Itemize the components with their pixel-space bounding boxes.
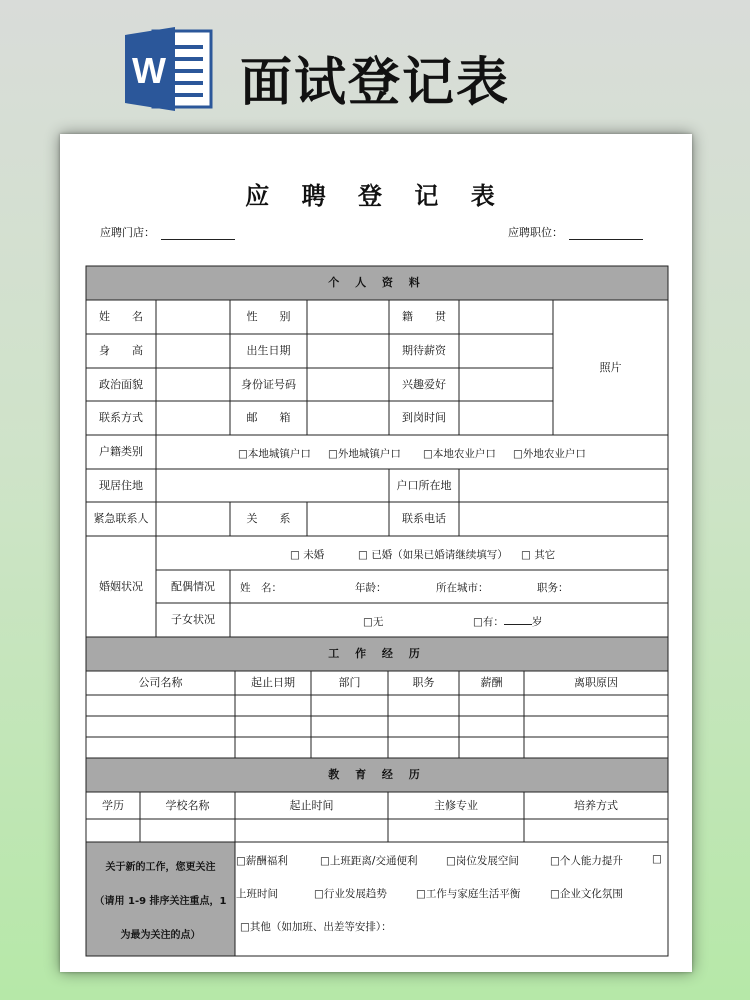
concern-option-industry[interactable]: □行业发展趋势 <box>314 888 387 900</box>
banner-title: 面试登记表 <box>240 53 511 113</box>
position-label: 应聘职位： <box>508 226 563 239</box>
id-input[interactable] <box>307 368 389 401</box>
spouse-name-field[interactable]: 姓 名： <box>240 582 282 594</box>
work-row[interactable] <box>86 716 668 737</box>
concern-option-other[interactable]: □其他（如加班、出差等安排）： <box>240 921 392 933</box>
hukou-place-label: 户口所在地 <box>396 478 452 492</box>
children-age-blank[interactable] <box>504 615 532 625</box>
work-col-dept: 部门 <box>338 676 361 690</box>
postal-label: 邮 箱 <box>246 411 291 425</box>
native-label: 籍 贯 <box>402 310 446 324</box>
children-option-none[interactable]: □无 <box>363 616 384 628</box>
postal-input[interactable] <box>307 401 389 435</box>
hukou-place-input[interactable] <box>459 469 668 502</box>
edu-col-degree: 学历 <box>102 798 124 812</box>
concern-option-growth[interactable]: □岗位发展空间 <box>446 855 519 867</box>
edu-row[interactable] <box>86 819 668 842</box>
work-col-pay: 薪酬 <box>480 676 503 690</box>
hobby-label: 兴趣爱好 <box>402 377 446 391</box>
native-input[interactable] <box>459 300 553 334</box>
work-header: 工 作 经 历 <box>86 637 668 671</box>
edu-col-major: 主修专业 <box>434 798 478 812</box>
spouse-label: 配偶情况 <box>171 579 215 593</box>
work-row[interactable] <box>86 737 668 758</box>
education-header: 教 育 经 历 <box>86 758 668 792</box>
gender-label: 性 别 <box>246 310 291 324</box>
contact-label: 联系方式 <box>99 411 143 425</box>
work-col-company: 公司名称 <box>138 676 183 690</box>
arrival-label: 到岗时间 <box>402 411 446 425</box>
emergency-input[interactable] <box>156 502 230 536</box>
photo-cell[interactable]: 照片 <box>599 360 622 374</box>
personal-header: 个 人 资 料 <box>86 266 668 300</box>
hukou-option-nonlocal-urban[interactable]: □外地城镇户口 <box>328 448 401 460</box>
form-title: 应 聘 登 记 表 <box>245 182 507 210</box>
children-have-label: □有： <box>473 616 504 628</box>
address-label: 现居住地 <box>99 478 143 492</box>
edu-col-dates: 起止时间 <box>289 798 334 812</box>
marital-option-other[interactable]: □ 其它 <box>521 549 556 561</box>
hukou-option-local-urban[interactable]: □本地城镇户口 <box>238 448 311 460</box>
concern-line-1: 关于新的工作，您更关注 <box>105 861 216 873</box>
store-label: 应聘门店： <box>100 226 155 239</box>
concern-label <box>86 842 235 956</box>
spouse-job-field[interactable]: 职务： <box>537 582 569 594</box>
relation-input[interactable] <box>307 502 389 536</box>
children-age-suffix: 岁 <box>531 616 543 628</box>
spouse-city-field[interactable]: 所在城市： <box>436 582 489 594</box>
spouse-age-field[interactable]: 年龄： <box>355 582 387 594</box>
work-row[interactable] <box>86 695 668 716</box>
hobby-input[interactable] <box>459 368 553 401</box>
svg-text:W: W <box>132 50 166 91</box>
emergency-phone-input[interactable] <box>459 502 668 536</box>
children-option-have[interactable] <box>473 614 542 629</box>
concern-line-2: （请用 1-9 排序关注重点，1 <box>94 895 227 907</box>
politics-input[interactable] <box>156 368 230 401</box>
hukou-type-label: 户籍类别 <box>99 445 143 459</box>
concern-option-salary[interactable]: □薪酬福利 <box>236 855 288 867</box>
id-label: 身份证号码 <box>241 377 296 391</box>
name-label: 姓 名 <box>99 310 143 324</box>
concern-option-ability[interactable]: □个人能力提升 <box>550 855 623 867</box>
hukou-option-nonlocal-rural[interactable]: □外地农业户口 <box>513 448 586 460</box>
marital-label: 婚姻状况 <box>99 579 143 593</box>
address-input[interactable] <box>156 469 389 502</box>
edu-col-school: 学校名称 <box>165 798 210 812</box>
concern-option-commute[interactable]: □上班距离/交通便利 <box>320 855 418 867</box>
work-col-dates: 起止日期 <box>251 676 295 690</box>
height-label: 身 高 <box>99 344 143 358</box>
relation-label: 关 系 <box>246 512 291 526</box>
height-input[interactable] <box>156 334 230 368</box>
contact-input[interactable] <box>156 401 230 435</box>
concern-line-3: 为最为关注的点） <box>120 929 201 941</box>
concern-option-balance[interactable]: □工作与家庭生活平衡 <box>416 888 521 900</box>
concern-option-culture[interactable]: □企业文化氛围 <box>550 888 623 900</box>
birth-label: 出生日期 <box>246 344 291 358</box>
arrival-input[interactable] <box>459 401 553 435</box>
gender-input[interactable] <box>307 300 389 334</box>
salary-input[interactable] <box>459 334 553 368</box>
politics-label: 政治面貌 <box>99 377 143 391</box>
emergency-label: 紧急联系人 <box>93 512 149 526</box>
salary-label: 期待薪资 <box>402 344 446 358</box>
marital-option-married[interactable]: □ 已婚（如果已婚请继续填写） <box>358 549 508 561</box>
work-col-reason: 离职原因 <box>574 676 618 690</box>
marital-option-single[interactable]: □ 未婚 <box>290 549 325 561</box>
edu-col-mode: 培养方式 <box>574 798 618 812</box>
children-label: 子女状况 <box>171 613 215 627</box>
name-input[interactable] <box>156 300 230 334</box>
work-col-title: 职务 <box>412 676 435 690</box>
concern-option-hours-box[interactable]: □ <box>652 853 662 865</box>
birth-input[interactable] <box>307 334 389 368</box>
emergency-phone-label: 联系电话 <box>402 512 446 526</box>
hukou-option-local-rural[interactable]: □本地农业户口 <box>423 448 496 460</box>
concern-option-hours[interactable]: 上班时间 <box>236 888 278 900</box>
